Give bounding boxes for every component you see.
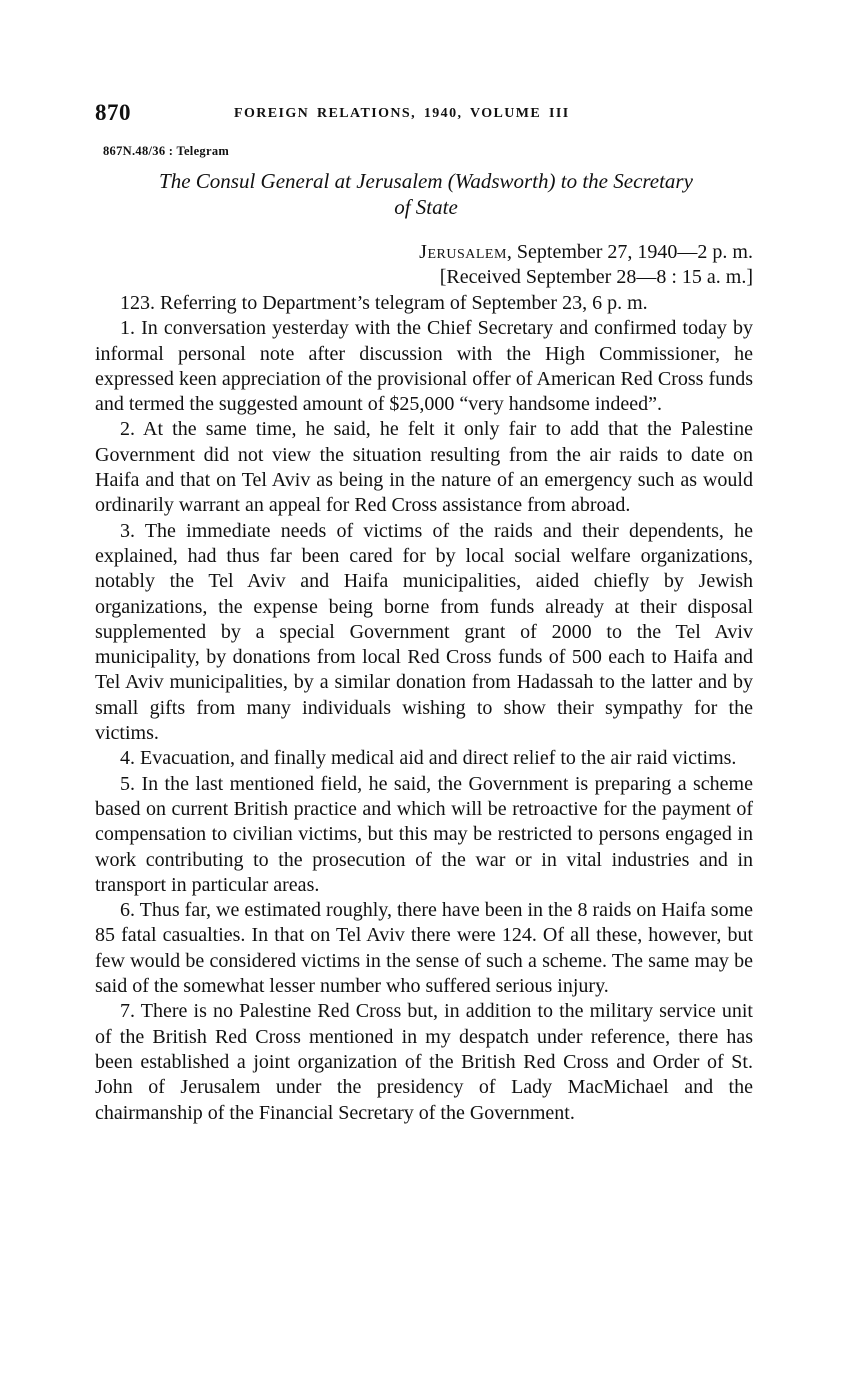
page-number: 870 xyxy=(95,100,131,125)
paragraph-5: 5. In the last mentioned field, he said, the Government is preparing a scheme based on current British practice and which will be retroactive for the payment of compensation to civilian victims, but this may be restricted to persons engaged in work contributing to the prosecution of the war or in vital industries and in transport in particular areas. xyxy=(95,772,753,896)
telegram-body xyxy=(95,291,753,1126)
paragraph-2: 2. At the same time, he said, he felt it only fair to add that the Palestine Government did not view the situation resulting from the air raids to date on Haifa and that on Tel Aviv as being in the nature of an emergency such as would ordinarily warrant an appeal for Red Cross assistance from abroad. xyxy=(95,418,753,517)
paragraph-3: 3. The immediate needs of victims of the raids and their dependents, he explained, had thus far been cared for by local social welfare organizations, notably the Tel Aviv and Haifa municipalities, aided chiefly by Jewish organizations, the expense being borne from funds already at their disposal supplemented by a special Government grant of 2000 to the Tel Aviv municipality, by donations from local Red Cross funds of 500 each to Haifa and Tel Aviv municipalities, by a similar donation from Hadassah to the latter and by small gifts from many individuals wishing to show their sympathy for the victims. xyxy=(95,519,753,745)
dateline xyxy=(419,240,753,290)
paragraph-intro: 123. Referring to Department’s telegram of September 23, 6 p. m. xyxy=(120,292,648,314)
dateline-sent xyxy=(419,240,753,265)
paragraph-4: 4. Evacuation, and finally medical aid and direct relief to the air raid victims. xyxy=(120,747,737,770)
running-header xyxy=(95,100,753,130)
paragraph-7: 7. There is no Palestine Red Cross but, in addition to the military service unit of the British Red Cross mentioned in my despatch under reference, there has been established a joint organization of the British Red Cross and Order of St. John of Jerusalem under the presidency of Lady MacMichael and the chairmanship of the Financial Secretary of the Government. xyxy=(95,1000,753,1124)
heading-line-2: of State xyxy=(394,195,458,219)
dateline-received: [Received September 28—8 : 15 a. m.] xyxy=(439,266,753,288)
paragraph-1: 1. In conversation yesterday with the Chief Secretary and confirmed today by informal personal note after discussion with the High Commissioner, he expressed keen appreciation of the provisional offer of American Red Cross funds and termed the suggested amount of $25,000 “very handsome indeed”. xyxy=(95,317,753,416)
document-heading xyxy=(115,168,737,220)
heading-line-1: The Consul General at Jerusalem (Wadsworth) to the Secretary xyxy=(159,169,693,193)
running-title: FOREIGN RELATIONS, 1940, VOLUME III xyxy=(234,106,570,121)
file-reference: 867N.48/36 : Telegram xyxy=(103,144,230,158)
dateline-place: Jerusalem xyxy=(419,241,507,263)
dateline-date: , September 27, 1940—2 p. m. xyxy=(506,241,753,263)
paragraph-6: 6. Thus far, we estimated roughly, there have been in the 8 raids on Haifa some 85 fatal casualties. In that on Tel Aviv there were 124. Of all these, however, but few would be considered victims in the sense of such a scheme. The same may be said of the somewhat lesser number who suffered serious injury. xyxy=(95,899,753,998)
